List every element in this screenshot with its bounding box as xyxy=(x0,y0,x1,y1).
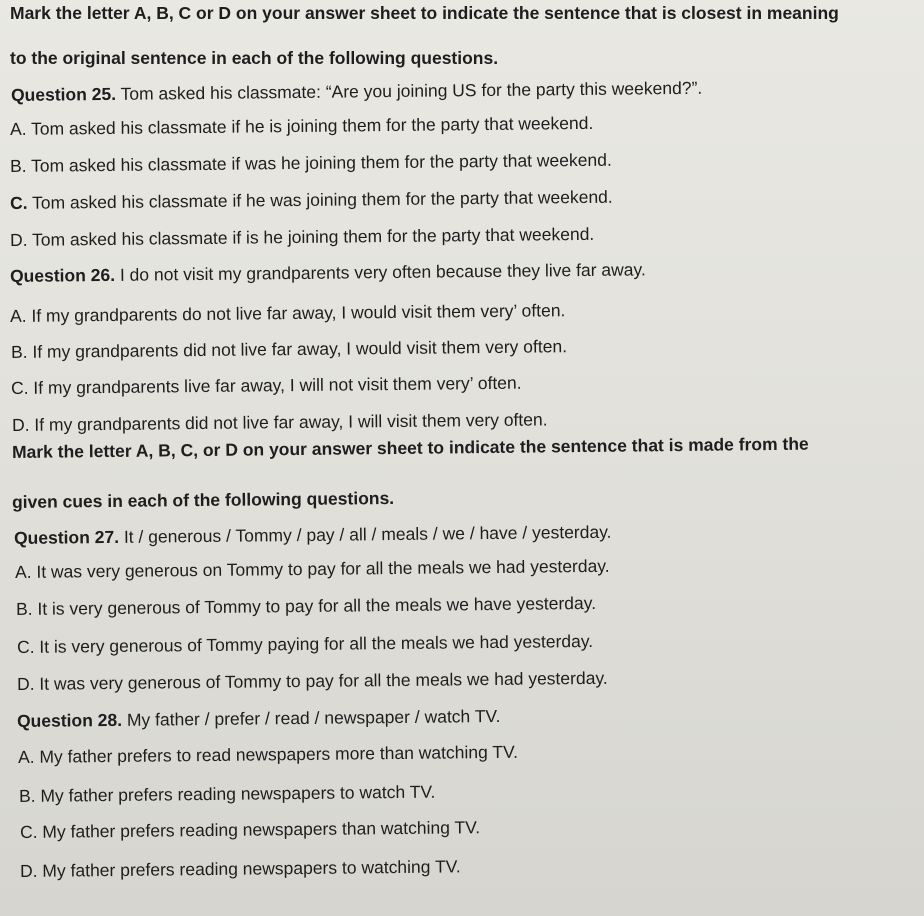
question-25-option-b: B. Tom asked his classmate if was he joining them for the party that weekend. xyxy=(9,149,612,176)
question-28-option-b: B. My father prefers reading newspapers to watch TV. xyxy=(18,781,436,806)
question-25-text: Tom asked his classmate: “Are you joining US for the party this weekend?”. xyxy=(115,77,703,104)
instruction-2-line-2: given cues in each of the following questions. xyxy=(11,487,395,512)
question-28-label: Question 28. xyxy=(16,709,123,731)
question-26-label: Question 26. xyxy=(9,264,116,286)
question-25-stem xyxy=(11,77,702,106)
question-28-option-a: A. My father prefers to read newspapers more than watching TV. xyxy=(17,741,519,767)
question-26-text: I do not visit my grandparents very often because they live far away. xyxy=(114,259,646,285)
instruction-1-line-1: Mark the letter A, B, C or D on your answer sheet to indicate the sentence that is closest in meaning xyxy=(10,3,839,23)
question-26-option-a: A. If my grandparents do not live far away, I would visit them very’ often. xyxy=(9,300,566,326)
question-26-option-c: C. If my grandparents live far away, I will not visit them very’ often. xyxy=(10,372,522,398)
question-25-option-c-text: Tom asked his classmate if he was joining them for the party that weekend. xyxy=(27,186,613,213)
question-25-option-c-label: C. xyxy=(9,192,28,213)
instruction-2-line-1: Mark the letter A, B, C, or D on your answer sheet to indicate the sentence that is made from the xyxy=(11,433,809,462)
question-28-text: My father / prefer / read / newspaper / watch TV. xyxy=(121,705,501,730)
question-25-option-d: D. Tom asked his classmate if is he joining them for the party that weekend. xyxy=(9,223,595,250)
question-28-option-d: D. My father prefers reading newspapers to watching TV. xyxy=(19,856,461,881)
question-25-label: Question 25. xyxy=(10,83,117,105)
question-27-option-a: A. It was very generous on Tommy to pay for all the meals we had yesterday. xyxy=(14,555,610,582)
question-25-option-c xyxy=(10,186,613,214)
question-26-option-d: D. If my grandparents did not live far away, I will visit them very often. xyxy=(11,409,548,435)
question-27-option-b: B. It is very generous of Tommy to pay for all the meals we have yesterday. xyxy=(15,592,597,619)
question-25-option-a: A. Tom asked his classmate if he is joining them for the party that weekend. xyxy=(9,112,594,139)
question-27-stem xyxy=(14,521,612,549)
question-26-stem xyxy=(10,258,646,287)
instruction-1-line-2: to the original sentence in each of the following questions. xyxy=(10,48,499,68)
question-27-option-d: D. It was very generous of Tommy to pay for all the meals we had yesterday. xyxy=(16,667,608,694)
question-28-option-c: C. My father prefers reading newspapers than watching TV. xyxy=(19,817,481,842)
question-27-label: Question 27. xyxy=(13,526,120,548)
question-28-stem xyxy=(17,705,501,732)
question-26-option-b: B. If my grandparents did not live far away, I would visit them very often. xyxy=(10,336,568,362)
question-27-text: It / generous / Tommy / pay / all / meals / we / have / yesterday. xyxy=(118,521,612,547)
question-27-option-c: C. It is very generous of Tommy paying for all the meals we had yesterday. xyxy=(16,630,594,657)
